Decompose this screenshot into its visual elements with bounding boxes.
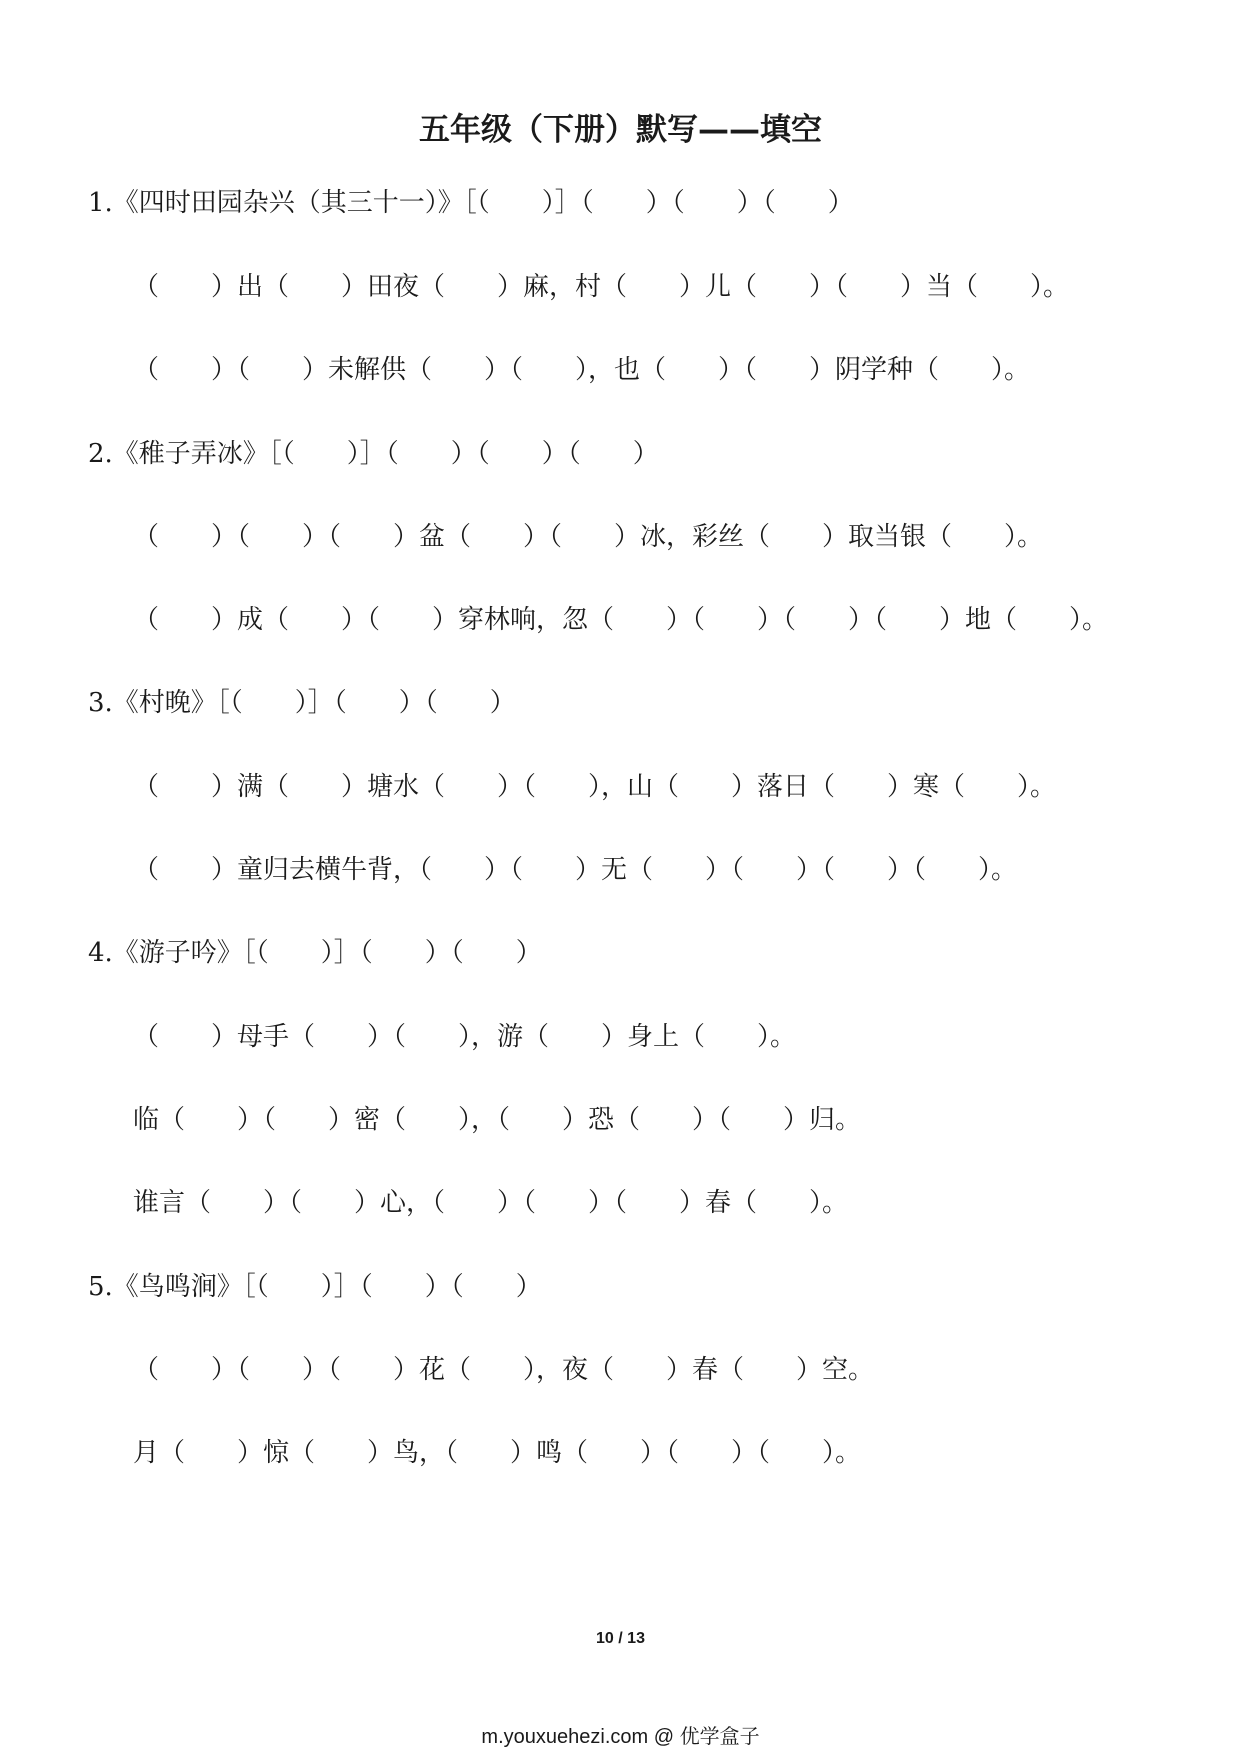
footer-watermark: m.youxuehezi.com @ 优学盒子 <box>481 1726 760 1748</box>
section-4-line-3: 谁言（ ）（ ）心，（ ）（ ）（ ）春（ ）。 <box>133 1188 849 1218</box>
section-4-line-2: 临（ ）（ ）密（ ），（ ）恐（ ）（ ）归。 <box>133 1105 862 1135</box>
section-1-line-2: （ ）（ ）未解供（ ）（ ），也（ ）（ ）阴学种（ ）。 <box>133 355 1031 385</box>
section-4-line-1: （ ）母手（ ）（ ），游（ ）身上（ ）。 <box>133 1022 797 1052</box>
page-title: 五年级（下册）默写——填空 <box>419 112 822 148</box>
page-number: 10 / 13 <box>596 1630 645 1647</box>
section-5-line-2: 月（ ）惊（ ）鸟，（ ）鸣（ ）（ ）（ ）。 <box>133 1438 862 1468</box>
section-5-line-1: （ ）（ ）（ ）花（ ），夜（ ）春（ ）空。 <box>133 1355 875 1385</box>
section-3-heading: 3.《村晚》［（ ）］（ ）（ ） <box>88 688 516 718</box>
section-1-heading: 1.《四时田园杂兴（其三十一）》［（ ）］（ ）（ ）（ ） <box>88 188 854 218</box>
section-3-line-1: （ ）满（ ）塘水（ ）（ ），山（ ）落日（ ）寒（ ）。 <box>133 772 1057 802</box>
section-1-line-1: （ ）出（ ）田夜（ ）麻，村（ ）儿（ ）（ ）当（ ）。 <box>133 272 1070 302</box>
section-4-heading: 4.《游子吟》［（ ）］（ ）（ ） <box>88 938 542 968</box>
section-2-line-2: （ ）成（ ）（ ）穿林响，忽（ ）（ ）（ ）（ ）地（ ）。 <box>133 605 1109 635</box>
section-2-line-1: （ ）（ ）（ ）盆（ ）（ ）冰，彩丝（ ）取当银（ ）。 <box>133 522 1044 552</box>
section-3-line-2: （ ）童归去横牛背，（ ）（ ）无（ ）（ ）（ ）（ ）。 <box>133 855 1018 885</box>
section-5-heading: 5.《鸟鸣涧》［（ ）］（ ）（ ） <box>88 1272 542 1302</box>
section-2-heading: 2.《稚子弄冰》［（ ）］（ ）（ ）（ ） <box>88 439 659 469</box>
